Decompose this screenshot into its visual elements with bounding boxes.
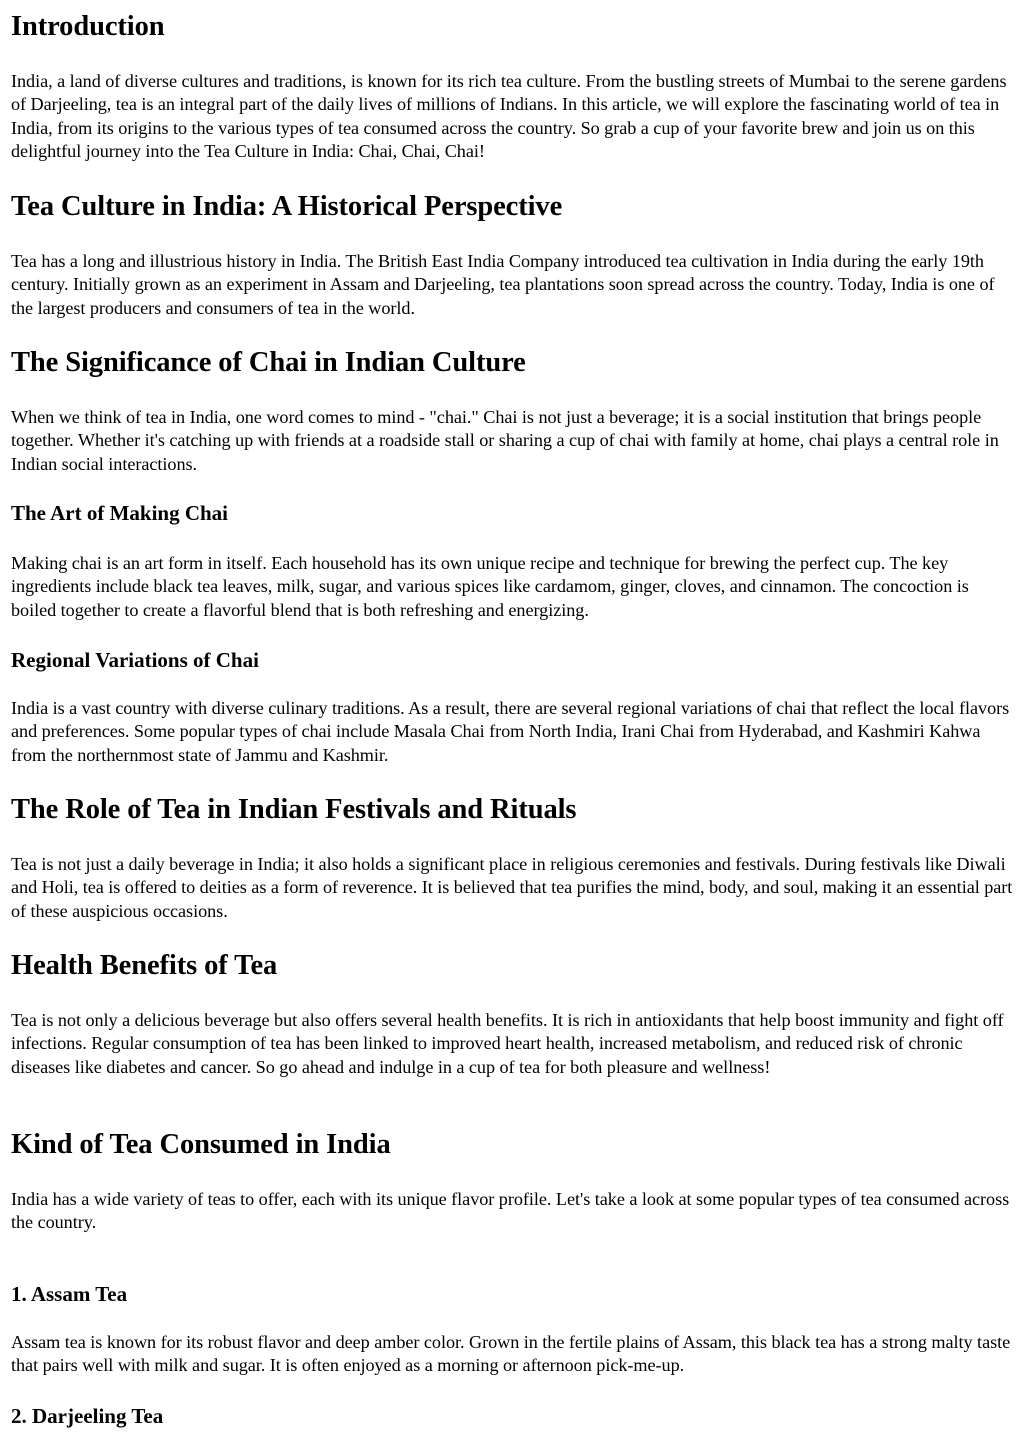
heading-historical-perspective: Tea Culture in India: A Historical Perspective <box>11 191 563 222</box>
heading-festivals-and-rituals: The Role of Tea in Indian Festivals and Rituals <box>11 794 577 825</box>
paragraph-health-benefits: Tea is not only a delicious beverage but also offers several health benefits. It is rich in antioxidants that help boost immunity and fight off infections. Regular consumption of tea has been linked to improved heart health, increased metabolism, and reduced risk of chronic diseases like diabetes and cancer. So go ahead and indulge in a cup of tea for both pleasure and wellness! <box>11 1010 1004 1077</box>
paragraph-festivals-and-rituals: Tea is not just a daily beverage in India; it also holds a significant place in religious ceremonies and festivals. During festivals like Diwali and Holi, tea is offered to deities as a form of reverence. It is believed that tea purifies the mind, body, and soul, making it an essential part of these auspicious occasions. <box>11 854 1013 921</box>
heading-assam-tea: 1. Assam Tea <box>11 1282 128 1306</box>
heading-darjeeling-tea: 2. Darjeeling Tea <box>11 1404 164 1428</box>
paragraph-historical-perspective: Tea has a long and illustrious history in India. The British East India Company introduced tea cultivation in India during the early 19th century. Initially grown as an experiment in Assam and Darjeeling, tea plantations soon spread across the country. Today, India is one of the largest producers and consumers of tea in the world. <box>11 251 995 318</box>
paragraph-regional-variations: India is a vast country with diverse culinary traditions. As a result, there are several regional variations of chai that reflect the local flavors and preferences. Some popular types of chai include Masala Chai from North India, Irani Chai from Hyderabad, and Kashmiri Kahwa from the northernmost state of Jammu and Kashmir. <box>11 698 1010 765</box>
paragraph-significance-of-chai: When we think of tea in India, one word comes to mind - "chai." Chai is not just a beverage; it is a social institution that brings people together. Whether it's catching up with friends at a roadside stall or sharing a cup of chai with family at home, chai plays a central role in Indian social interactions. <box>11 407 999 474</box>
heading-introduction: Introduction <box>11 11 165 42</box>
heading-kind-of-tea: Kind of Tea Consumed in India <box>11 1129 391 1160</box>
heading-significance-of-chai: The Significance of Chai in Indian Culture <box>11 347 526 378</box>
heading-art-of-making-chai: The Art of Making Chai <box>11 501 229 525</box>
heading-regional-variations: Regional Variations of Chai <box>11 648 259 672</box>
paragraph-introduction: India, a land of diverse cultures and traditions, is known for its rich tea culture. From the bustling streets of Mumbai to the serene gardens of Darjeeling, tea is an integral part of the daily lives of millions of Indians. In this article, we will explore the fascinating world of tea in India, from its origins to the various types of tea consumed across the country. So grab a cup of your favorite brew and join us on this delightful journey into the Tea Culture in India: Chai, Chai, Chai! <box>11 71 1007 161</box>
paragraph-kind-of-tea: India has a wide variety of teas to offer, each with its unique flavor profile. Let's take a look at some popular types of tea consumed across the country. <box>11 1189 1010 1233</box>
heading-health-benefits: Health Benefits of Tea <box>11 950 278 981</box>
paragraph-assam-tea: Assam tea is known for its robust flavor and deep amber color. Grown in the fertile plains of Assam, this black tea has a strong malty taste that pairs well with milk and sugar. It is often enjoyed as a morning or afternoon pick-me-up. <box>11 1332 1011 1376</box>
paragraph-art-of-making-chai: Making chai is an art form in itself. Each household has its own unique recipe and technique for brewing the perfect cup. The key ingredients include black tea leaves, milk, sugar, and various spices like cardamom, ginger, cloves, and cinnamon. The concoction is boiled together to create a flavorful blend that is both refreshing and energizing. <box>11 553 969 620</box>
